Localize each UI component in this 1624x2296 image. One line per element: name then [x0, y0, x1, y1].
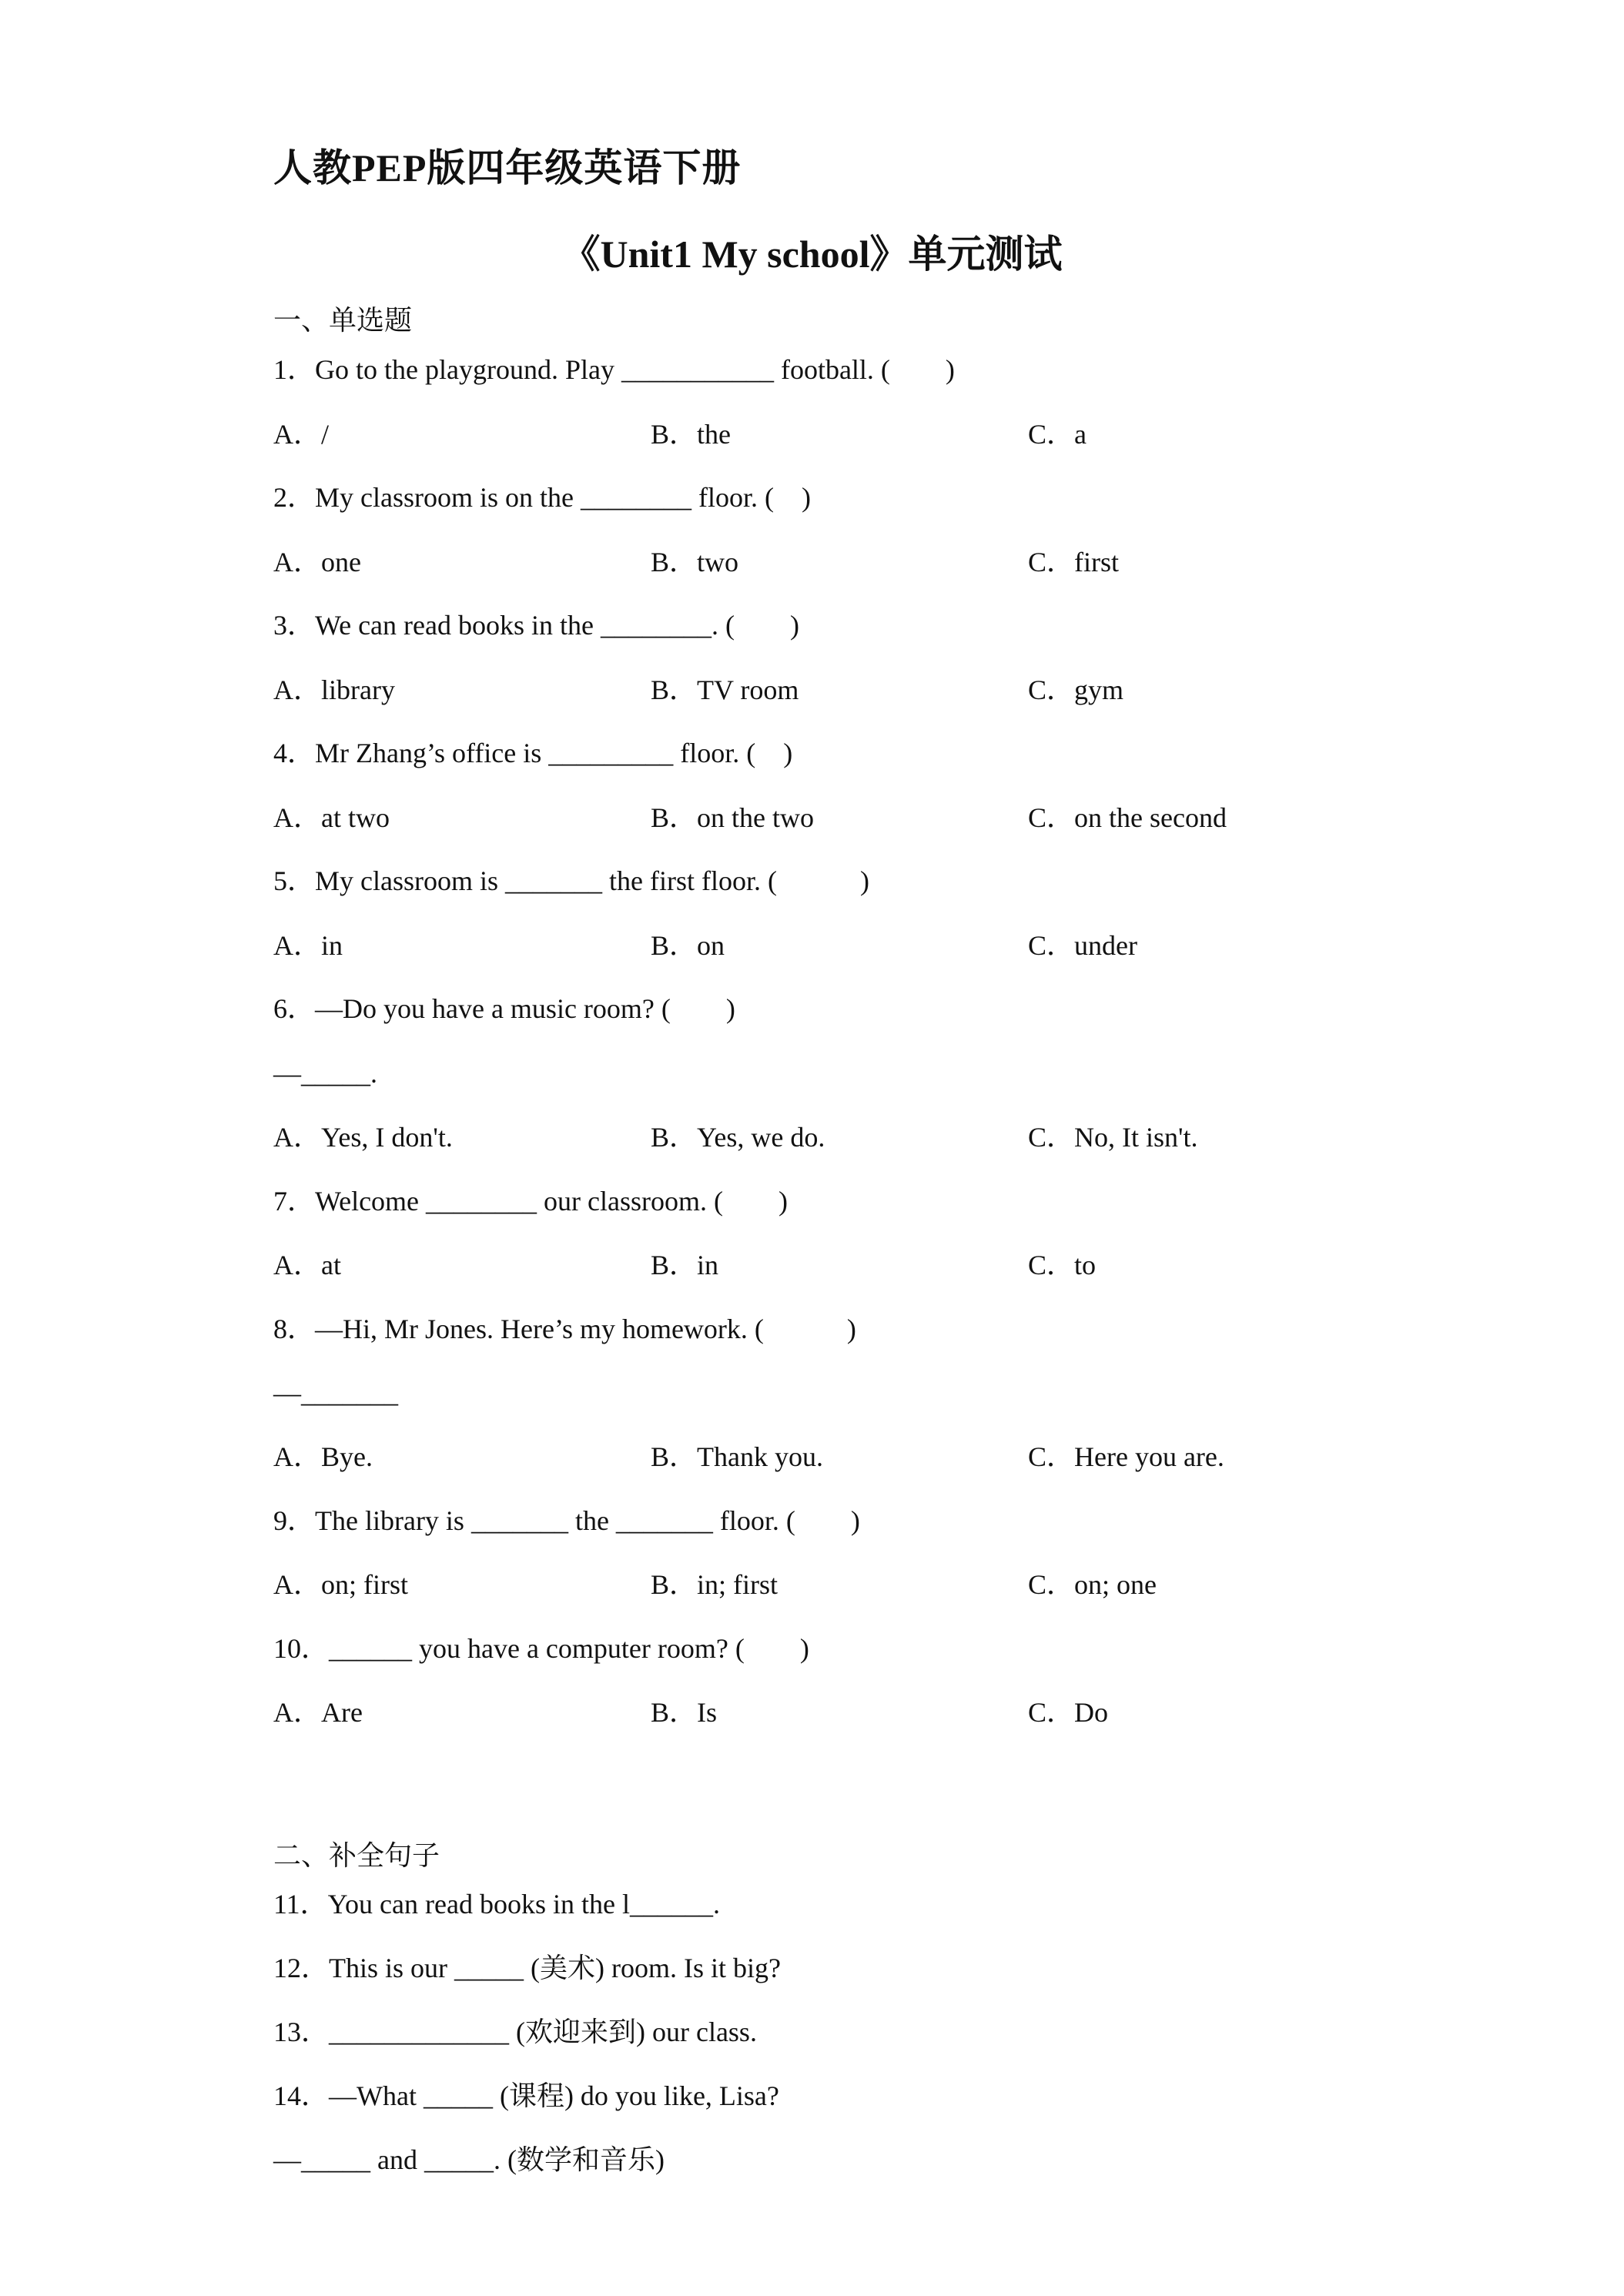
option-c: C．gym [1028, 674, 1124, 705]
option-b: B．Is [651, 1697, 718, 1728]
document-subtitle: 《Unit1 My school》单元测试 [561, 233, 1063, 276]
sentence-item: 11．You can read books in the l______. [273, 1889, 720, 1919]
option-b: B．in [651, 1250, 719, 1280]
option-c: C．on; one [1028, 1569, 1157, 1600]
sentence-item: —_____ and _____. (数学和音乐) [273, 2144, 665, 2175]
option-a: A．at [273, 1250, 341, 1280]
option-c: C．first [1028, 547, 1120, 577]
option-b: B．Thank you. [651, 1441, 823, 1472]
answer-blank-line: —_____. [273, 1058, 377, 1089]
option-a: A．at two [273, 802, 390, 833]
option-b: B．the [651, 419, 731, 450]
option-b: B．on the two [651, 802, 814, 833]
option-a: A．in [273, 930, 343, 961]
option-b: B．two [651, 547, 739, 577]
option-b: B．TV room [651, 674, 799, 705]
option-a: A．one [273, 547, 361, 577]
question-stem: 6．—Do you have a music room? ( ) [273, 993, 735, 1024]
option-a: A．/ [273, 419, 330, 450]
question-stem: 10．______ you have a computer room? ( ) [273, 1633, 809, 1664]
option-a: A．on; first [273, 1569, 408, 1600]
question-stem: 3．We can read books in the ________. ( ) [273, 610, 799, 641]
sentence-item: 12．This is our _____ (美术) room. Is it big? [273, 1953, 781, 1983]
sentence-item: 14．—What _____ (课程) do you like, Lisa? [273, 2080, 779, 2111]
document-title: 人教PEP版四年级英语下册 [273, 146, 742, 189]
option-a: A．Yes, I don't. [273, 1122, 453, 1153]
option-c: C．Here you are. [1028, 1441, 1224, 1472]
sentence-item: 13．_____________ (欢迎来到) our class. [273, 2017, 757, 2047]
option-a: A．Are [273, 1697, 363, 1728]
option-b: B．on [651, 930, 725, 961]
option-a: A．library [273, 674, 395, 705]
option-c: C．under [1028, 930, 1137, 961]
option-c: C．a [1028, 419, 1087, 450]
option-a: A．Bye. [273, 1441, 373, 1472]
question-stem: 8．—Hi, Mr Jones. Here’s my homework. ( ) [273, 1314, 856, 1344]
option-c: C．No, It isn't. [1028, 1122, 1198, 1153]
question-stem: 7．Welcome ________ our classroom. ( ) [273, 1186, 788, 1217]
option-b: B．Yes, we do. [651, 1122, 825, 1153]
section-heading-multiple-choice: 一、单选题 [273, 305, 413, 336]
question-stem: 2．My classroom is on the ________ floor. ( ) [273, 482, 811, 513]
option-c: C．on the second [1028, 802, 1227, 833]
option-b: B．in; first [651, 1569, 779, 1600]
question-stem: 4．Mr Zhang’s office is _________ floor. ( ) [273, 738, 793, 768]
question-stem: 1．Go to the playground. Play ___________ football. ( ) [273, 354, 955, 385]
section-heading-complete-sentences: 二、补全句子 [273, 1840, 440, 1871]
question-stem: 5．My classroom is _______ the first floor. ( ) [273, 865, 869, 896]
answer-blank-line: —_______ [273, 1377, 398, 1408]
question-stem: 9．The library is _______ the _______ floor. ( ) [273, 1505, 860, 1536]
option-c: C．to [1028, 1250, 1097, 1280]
option-c: C．Do [1028, 1697, 1109, 1728]
